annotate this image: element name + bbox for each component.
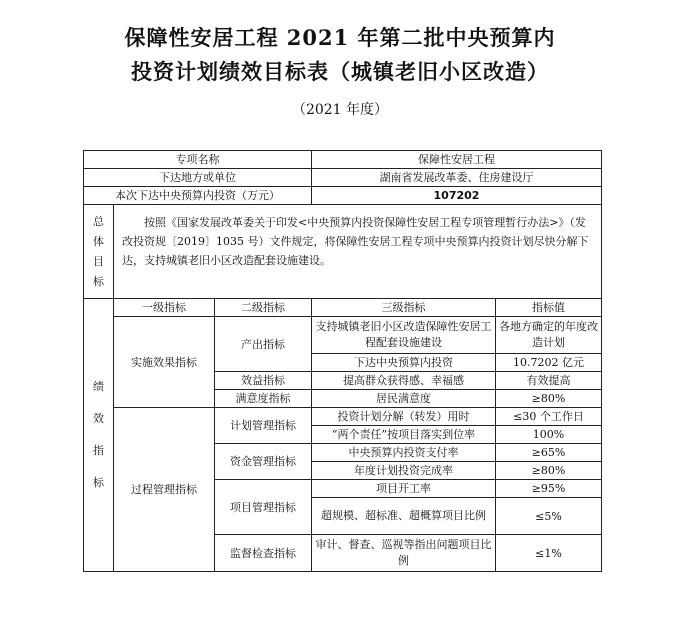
table-row (84, 187, 602, 205)
value-cell: ≤5% (496, 498, 602, 535)
value-cell: ≤1% (496, 535, 602, 572)
level1-proc: 过程管理指标 (114, 408, 215, 572)
level3-cell: 项目开工率 (312, 480, 496, 498)
header-value: 指标值 (496, 299, 602, 317)
level2-benefit: 效益指标 (215, 372, 312, 390)
perf-label: 绩效指标 (84, 299, 114, 572)
table-row (84, 169, 602, 187)
invest-value: 107202 (312, 187, 602, 205)
document-title-line2: 投资计划绩效目标表（城镇老旧小区改造） (131, 59, 549, 84)
goal-label: 总体目标 (84, 205, 114, 299)
value-cell: ≤30 个工作日 (496, 408, 602, 426)
level3-cell: “两个责任”按项目落实到位率 (312, 426, 496, 444)
special-name-label: 专项名称 (84, 151, 312, 169)
invest-label: 本次下达中央预算内投资（万元） (84, 187, 312, 205)
value-cell: 10.7202 亿元 (496, 354, 602, 372)
value-cell: 有效提高 (496, 372, 602, 390)
performance-table (83, 150, 602, 572)
unit-value: 湖南省发展改革委、住房建设厅 (312, 169, 602, 187)
goal-text: 按照《国家发展改革委关于印发<中央预算内投资保障性安居工程专项管理暂行办法>》（发改投资规〔2019〕1035 号）文件规定，将保障性安居工程专项中央预算内投资计划尽快分解下达，支持城镇老旧小区改造配套设施建设。 (114, 205, 602, 299)
header-level1: 一级指标 (114, 299, 215, 317)
level2-plan: 计划管理指标 (215, 408, 312, 444)
value-cell: ≥80% (496, 462, 602, 480)
level2-project: 项目管理指标 (215, 480, 312, 535)
level3-cell: 居民满意度 (312, 390, 496, 408)
value-cell: ≥65% (496, 444, 602, 462)
table-row (84, 299, 602, 317)
value-cell: ≥80% (496, 390, 602, 408)
level3-cell: 支持城镇老旧小区改造保障性安居工程配套设施建设 (312, 317, 496, 354)
level1-impl: 实施效果指标 (114, 317, 215, 408)
value-cell: 100% (496, 426, 602, 444)
level3-cell: 提高群众获得感、幸福感 (312, 372, 496, 390)
header-level3: 三级指标 (312, 299, 496, 317)
level3-cell: 审计、督查、巡视等指出问题项目比例 (312, 535, 496, 572)
document-title-line1: 保障性安居工程 2021 年第二批中央预算内 (124, 25, 556, 50)
level3-cell: 下达中央预算内投资 (312, 354, 496, 372)
value-cell: 各地方确定的年度改造计划 (496, 317, 602, 354)
document-year: （2021 年度） (291, 102, 389, 118)
level2-output: 产出指标 (215, 317, 312, 372)
level3-cell: 超规模、超标准、超概算项目比例 (312, 498, 496, 535)
level3-cell: 中央预算内投资支付率 (312, 444, 496, 462)
table-row (84, 408, 602, 426)
value-cell: ≥95% (496, 480, 602, 498)
level3-cell: 投资计划分解（转发）用时 (312, 408, 496, 426)
header-level2: 二级指标 (215, 299, 312, 317)
table-row (84, 151, 602, 169)
special-name-value: 保障性安居工程 (312, 151, 602, 169)
table-row (84, 205, 602, 299)
level2-supervise: 监督检查指标 (215, 535, 312, 572)
level2-fund: 资金管理指标 (215, 444, 312, 480)
unit-label: 下达地方或单位 (84, 169, 312, 187)
level2-satisfaction: 满意度指标 (215, 390, 312, 408)
level3-cell: 年度计划投资完成率 (312, 462, 496, 480)
